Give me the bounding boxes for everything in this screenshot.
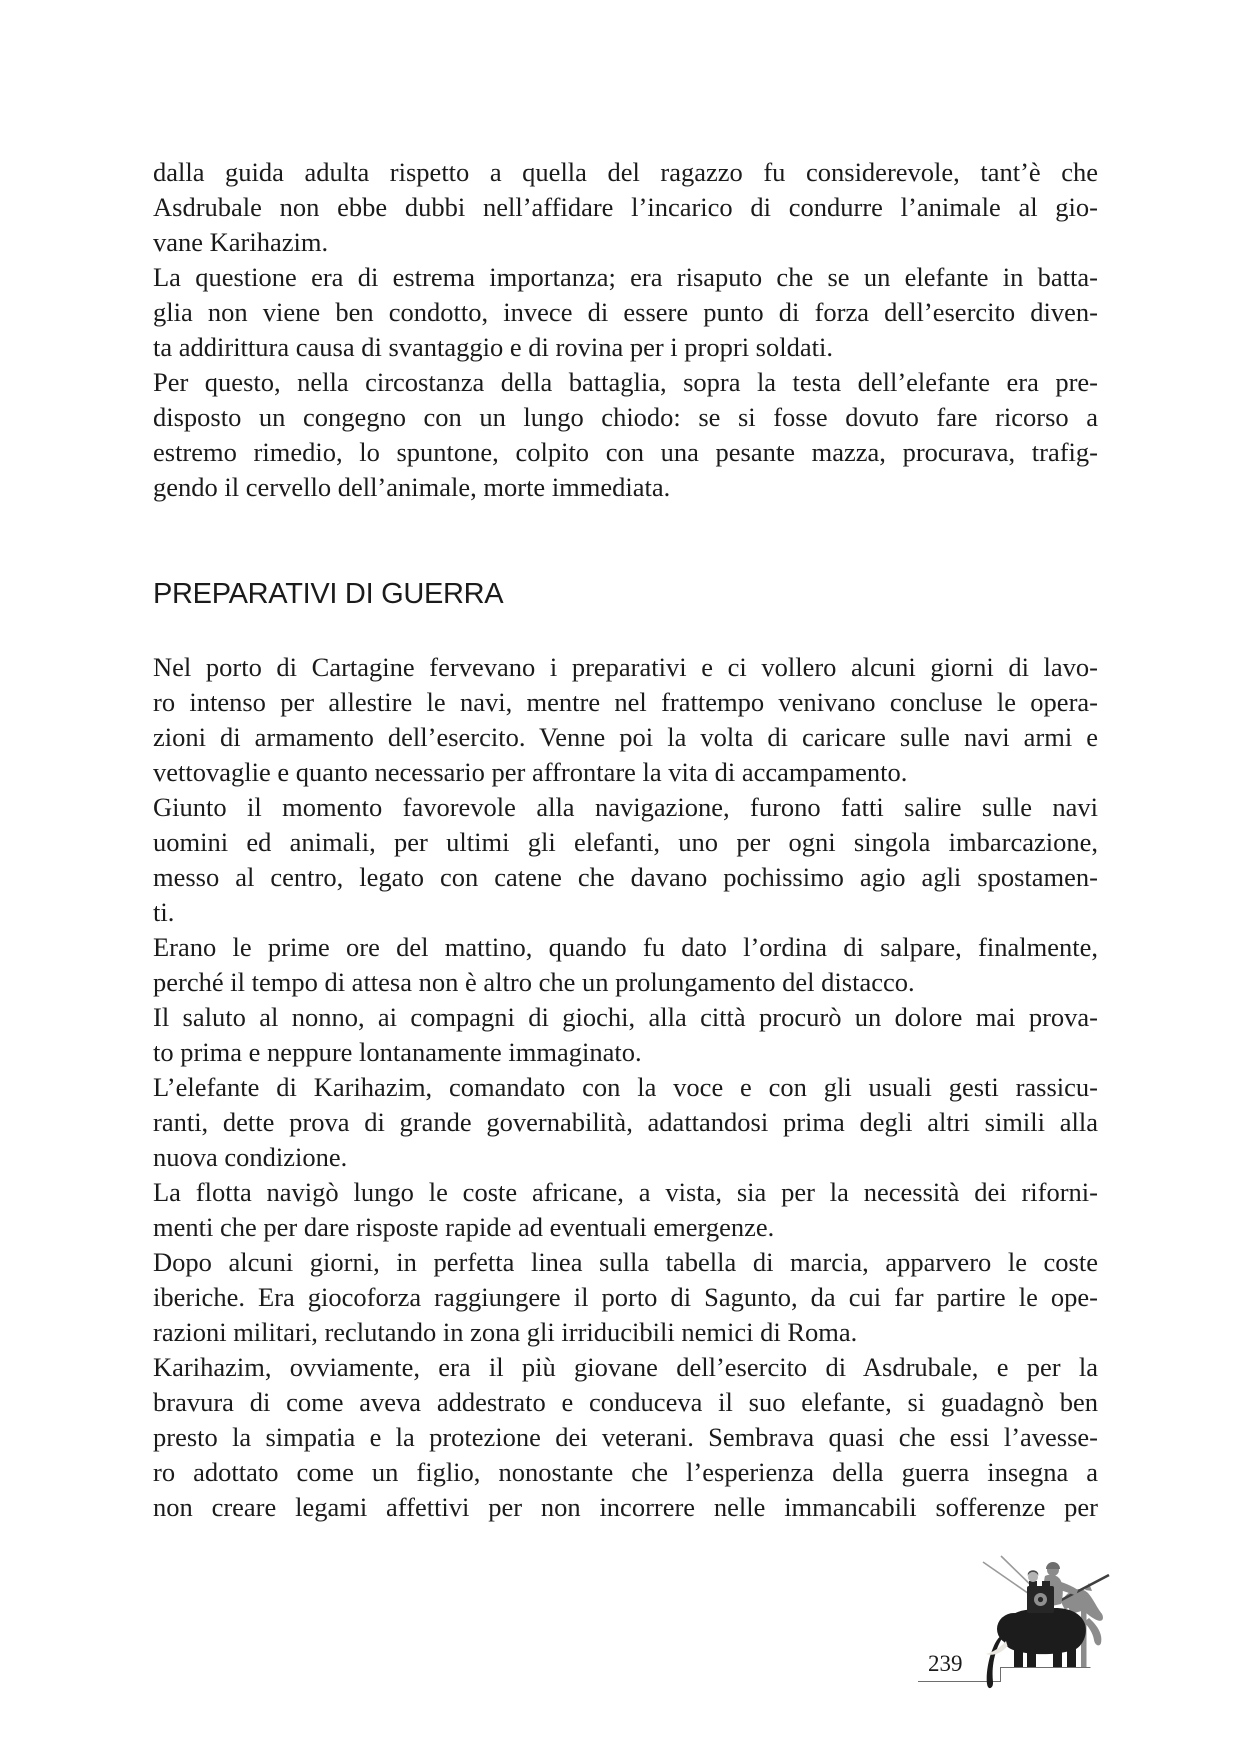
- text-line: vettovaglie e quanto necessario per affrontare la vita di accampamento.: [153, 757, 908, 787]
- text-line: ro intenso per allestire le navi, mentre nel frattempo venivano concluse le opera-: [153, 687, 1098, 717]
- text-line: ta addirittura causa di svantaggio e di rovina per i propri soldati.: [153, 332, 833, 362]
- text-line: menti che per dare risposte rapide ad eventuali emergenze.: [153, 1212, 775, 1242]
- text-line: Giunto il momento favorevole alla navigazione, furono fatti salire sulle navi: [153, 792, 1098, 822]
- text-line: Nel porto di Cartagine fervevano i preparativi e ci vollero alcuni giorni di lavo-: [153, 652, 1098, 682]
- text-line: to prima e neppure lontanamente immaginato.: [153, 1037, 642, 1067]
- text-line: dalla guida adulta rispetto a quella del ragazzo fu considerevole, tant’è che: [153, 157, 1098, 187]
- text-line: ti.: [153, 897, 175, 927]
- text-line: vane Karihazim.: [153, 227, 329, 257]
- text-line: ranti, dette prova di grande governabilità, adattandosi prima degli altri simili alla: [153, 1107, 1098, 1137]
- text-line: messo al centro, legato con catene che davano pochissimo agio agli spostamen-: [153, 862, 1098, 892]
- text-line: La questione era di estrema importanza; era risaputo che se un elefante in batta-: [153, 262, 1098, 292]
- text-line: bravura di come aveva addestrato e conduceva il suo elefante, si guadagnò ben: [153, 1387, 1098, 1417]
- text-line: estremo rimedio, lo spuntone, colpito con una pesante mazza, procurava, trafig-: [153, 437, 1098, 467]
- text-line: Karihazim, ovviamente, era il più giovane dell’esercito di Asdrubale, e per la: [153, 1352, 1098, 1382]
- pre-heading-paragraphs: [153, 155, 1098, 505]
- text-line: Dopo alcuni giorni, in perfetta linea sulla tabella di marcia, apparvero le coste: [153, 1247, 1098, 1277]
- text-line: Asdrubale non ebbe dubbi nell’affidare l’incarico di condurre l’animale al gio-: [153, 192, 1098, 222]
- post-heading-paragraphs: [153, 650, 1098, 1525]
- text-line: La flotta navigò lungo le coste africane, a vista, sia per la necessità dei riforni-: [153, 1177, 1098, 1207]
- text-line: non creare legami affettivi per non incorrere nelle immancabili sofferenze per: [153, 1492, 1098, 1522]
- text-line: zioni di armamento dell’esercito. Venne poi la volta di caricare sulle navi armi e: [153, 722, 1098, 752]
- text-line: perché il tempo di attesa non è altro che un prolungamento del distacco.: [153, 967, 915, 997]
- page-text: [153, 155, 1098, 1525]
- mahout: [1028, 1570, 1038, 1582]
- text-line: glia non viene ben condotto, invece di essere punto di forza dell’esercito diven-: [153, 297, 1098, 327]
- text-line: Per questo, nella circostanza della battaglia, sopra la testa dell’elefante era pre-: [153, 367, 1098, 397]
- text-line: nuova condizione.: [153, 1142, 348, 1172]
- text-line: Erano le prime ore del mattino, quando fu dato l’ordina di salpare, finalmente,: [153, 932, 1098, 962]
- text-line: gendo il cervello dell’animale, morte immediata.: [153, 472, 671, 502]
- section-heading: PREPARATIVI DI GUERRA: [153, 578, 504, 610]
- text-line: Il saluto al nonno, ai compagni di giochi, alla città procurò un dolore mai prova-: [153, 1002, 1098, 1032]
- text-line: razioni militari, reclutando in zona gli irriducibili nemici di Roma.: [153, 1317, 858, 1347]
- text-line: L’elefante di Karihazim, comandato con la voce e con gli usuali gesti rassicu-: [153, 1072, 1098, 1102]
- war-elephant-illustration: [975, 1548, 1115, 1693]
- text-line: iberiche. Era giocoforza raggiungere il porto di Sagunto, da cui far partire le ope-: [153, 1282, 1098, 1312]
- howdah: [1027, 1581, 1054, 1613]
- page-number: 239: [928, 1651, 963, 1676]
- text-line: disposto un congegno con un lungo chiodo: se si fosse dovuto fare ricorso a: [153, 402, 1098, 432]
- text-line: ro adottato come un figlio, nonostante che l’esperienza della guerra insegna a: [153, 1457, 1098, 1487]
- text-line: uomini ed animali, per ultimi gli elefanti, uno per ogni singola imbarcazione,: [153, 827, 1098, 857]
- text-line: presto la simpatia e la protezione dei veterani. Sembrava quasi che essi l’avesse-: [153, 1422, 1098, 1452]
